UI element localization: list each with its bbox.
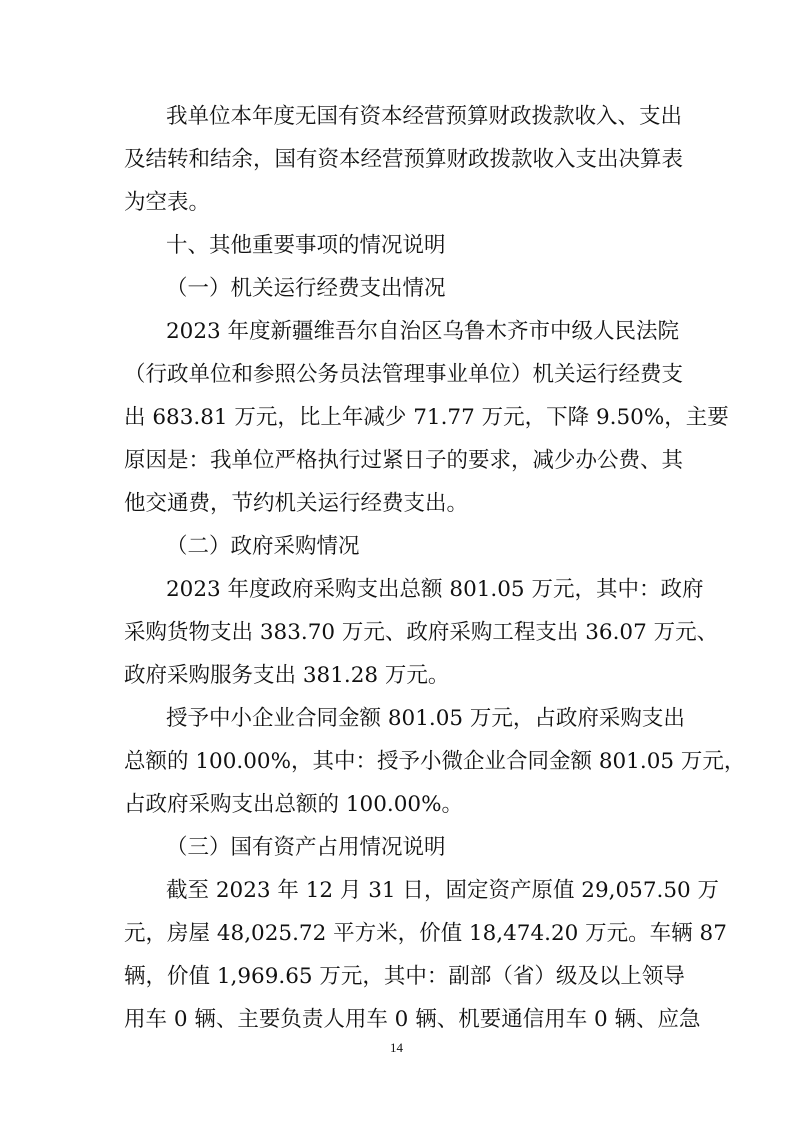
subheading-1: （一）机关运行经费支出情况 xyxy=(166,276,446,301)
section-heading-10: 十、其他重要事项的情况说明 xyxy=(166,233,446,258)
subheading-3: （三）国有资产占用情况说明 xyxy=(166,835,446,860)
para2-line4: 原因是：我单位严格执行过紧日子的要求，减少办公费、其 xyxy=(124,448,684,473)
para2-line1: 2023 年度新疆维吾尔自治区乌鲁木齐市中级人民法院 xyxy=(166,319,680,344)
para2-line2: （行政单位和参照公务员法管理事业单位）机关运行经费支 xyxy=(124,362,684,387)
para3-line1: 2023 年度政府采购支出总额 801.05 万元，其中：政府 xyxy=(166,577,704,602)
para2-line3: 出 683.81 万元，比上年减少 71.77 万元，下降 9.50%，主要 xyxy=(124,405,729,430)
para1-line1: 我单位本年度无国有资本经营预算财政拨款收入、支出 xyxy=(166,104,683,129)
para5-line4: 用车 0 辆、主要负责人用车 0 辆、机要通信用车 0 辆、应急 xyxy=(124,1007,701,1032)
para5-line2: 元，房屋 48,025.72 平方米，价值 18,474.20 万元。车辆 87 xyxy=(124,921,727,946)
subheading-2: （二）政府采购情况 xyxy=(166,534,360,559)
para2-line5: 他交通费，节约机关运行经费支出。 xyxy=(124,491,469,516)
para3-line2: 采购货物支出 383.70 万元、政府采购工程支出 36.07 万元、 xyxy=(124,620,719,645)
para5-line1: 截至 2023 年 12 月 31 日，固定资产原值 29,057.50 万 xyxy=(166,878,720,903)
page-number: 14 xyxy=(390,1040,403,1055)
para1-line3: 为空表。 xyxy=(124,190,211,215)
para5-line3: 辆，价值 1,969.65 万元，其中：副部（省）级及以上领导 xyxy=(124,964,685,989)
para3-line3: 政府采购服务支出 381.28 万元。 xyxy=(124,663,450,688)
para1-line2: 及结转和结余，国有资本经营预算财政拨款收入支出决算表 xyxy=(124,147,684,172)
para4-line2: 总额的 100.00%，其中：授予小微企业合同金额 801.05 万元， xyxy=(124,749,746,774)
para4-line1: 授予中小企业合同金额 801.05 万元，占政府采购支出 xyxy=(166,706,685,731)
para4-line3: 占政府采购支出总额的 100.00%。 xyxy=(124,792,463,817)
